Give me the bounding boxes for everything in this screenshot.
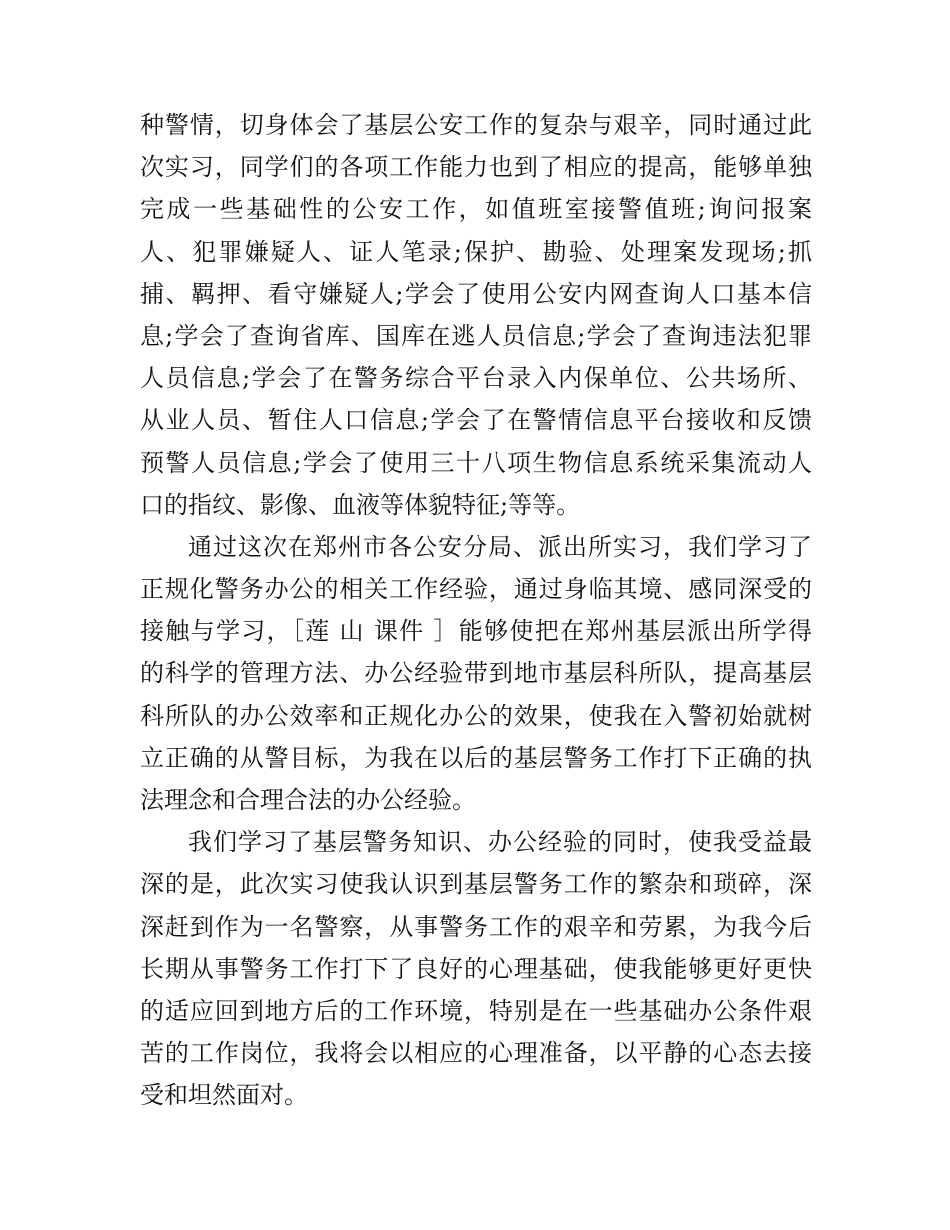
text-line: 深赶到作为一名警察，从事警务工作的艰辛和劳累，为我今后 (140, 912, 812, 941)
text-line: 人、犯罪嫌疑人、证人笔录;保护、勘验、处理案发现场;抓 (140, 237, 812, 266)
text-line: 预警人员信息;学会了使用三十八项生物信息系统采集流动人 (140, 448, 812, 477)
text-line: 接触与学习，［莲 山 课件 ］能够使把在郑州基层派出所学得 (140, 617, 812, 646)
paragraph-2 (140, 526, 812, 821)
text-line: 人员信息;学会了在警务综合平台录入内保单位、公共场所、 (140, 364, 812, 393)
text-line: 次实习，同学们的各项工作能力也到了相应的提高，能够单独 (140, 153, 812, 182)
text-line: 的适应回到地方后的工作环境，特别是在一些基础办公条件艰 (140, 996, 812, 1025)
text-line: 正规化警务办公的相关工作经验，通过身临其境、感同深受的 (140, 575, 812, 604)
text-line: 捕、羁押、看守嫌疑人;学会了使用公安内网查询人口基本信 (140, 279, 812, 308)
text-line: 受和坦然面对。 (140, 1081, 308, 1110)
text-line: 长期从事警务工作打下了良好的心理基础，使我能够更好更快 (140, 954, 812, 983)
text-line: 深的是，此次实习使我认识到基层警务工作的繁杂和琐碎，深 (140, 870, 812, 899)
text-line: 法理念和合理合法的办公经验。 (140, 786, 476, 814)
text-line: 通过这次在郑州市各公安分局、派出所实习，我们学习了 (188, 532, 812, 561)
paragraph-3 (140, 821, 812, 1116)
text-line: 立正确的从警目标，为我在以后的基层警务工作打下正确的执 (140, 743, 812, 772)
text-line: 科所队的办公效率和正规化办公的效果，使我在入警初始就树 (140, 701, 812, 730)
text-line: 从业人员、暂住人口信息;学会了在警情信息平台接收和反馈 (140, 406, 812, 435)
text-line: 我们学习了基层警务知识、办公经验的同时，使我受益最 (188, 828, 812, 857)
text-line: 种警情，切身体会了基层公安工作的复杂与艰辛，同时通过此 (140, 111, 812, 139)
paragraph-1 (140, 104, 812, 526)
text-line: 完成一些基础性的公安工作，如值班室接警值班;询问报案 (140, 195, 812, 224)
text-line: 息;学会了查询省库、国库在逃人员信息;学会了查询违法犯罪 (140, 321, 812, 350)
document-body (140, 104, 812, 1117)
text-line: 的科学的管理方法、办公经验带到地市基层科所队，提高基层 (140, 659, 812, 688)
text-line: 口的指纹、影像、血液等体貌特征;等等。 (140, 490, 581, 519)
text-line: 苦的工作岗位，我将会以相应的心理准备，以平静的心态去接 (140, 1039, 812, 1068)
